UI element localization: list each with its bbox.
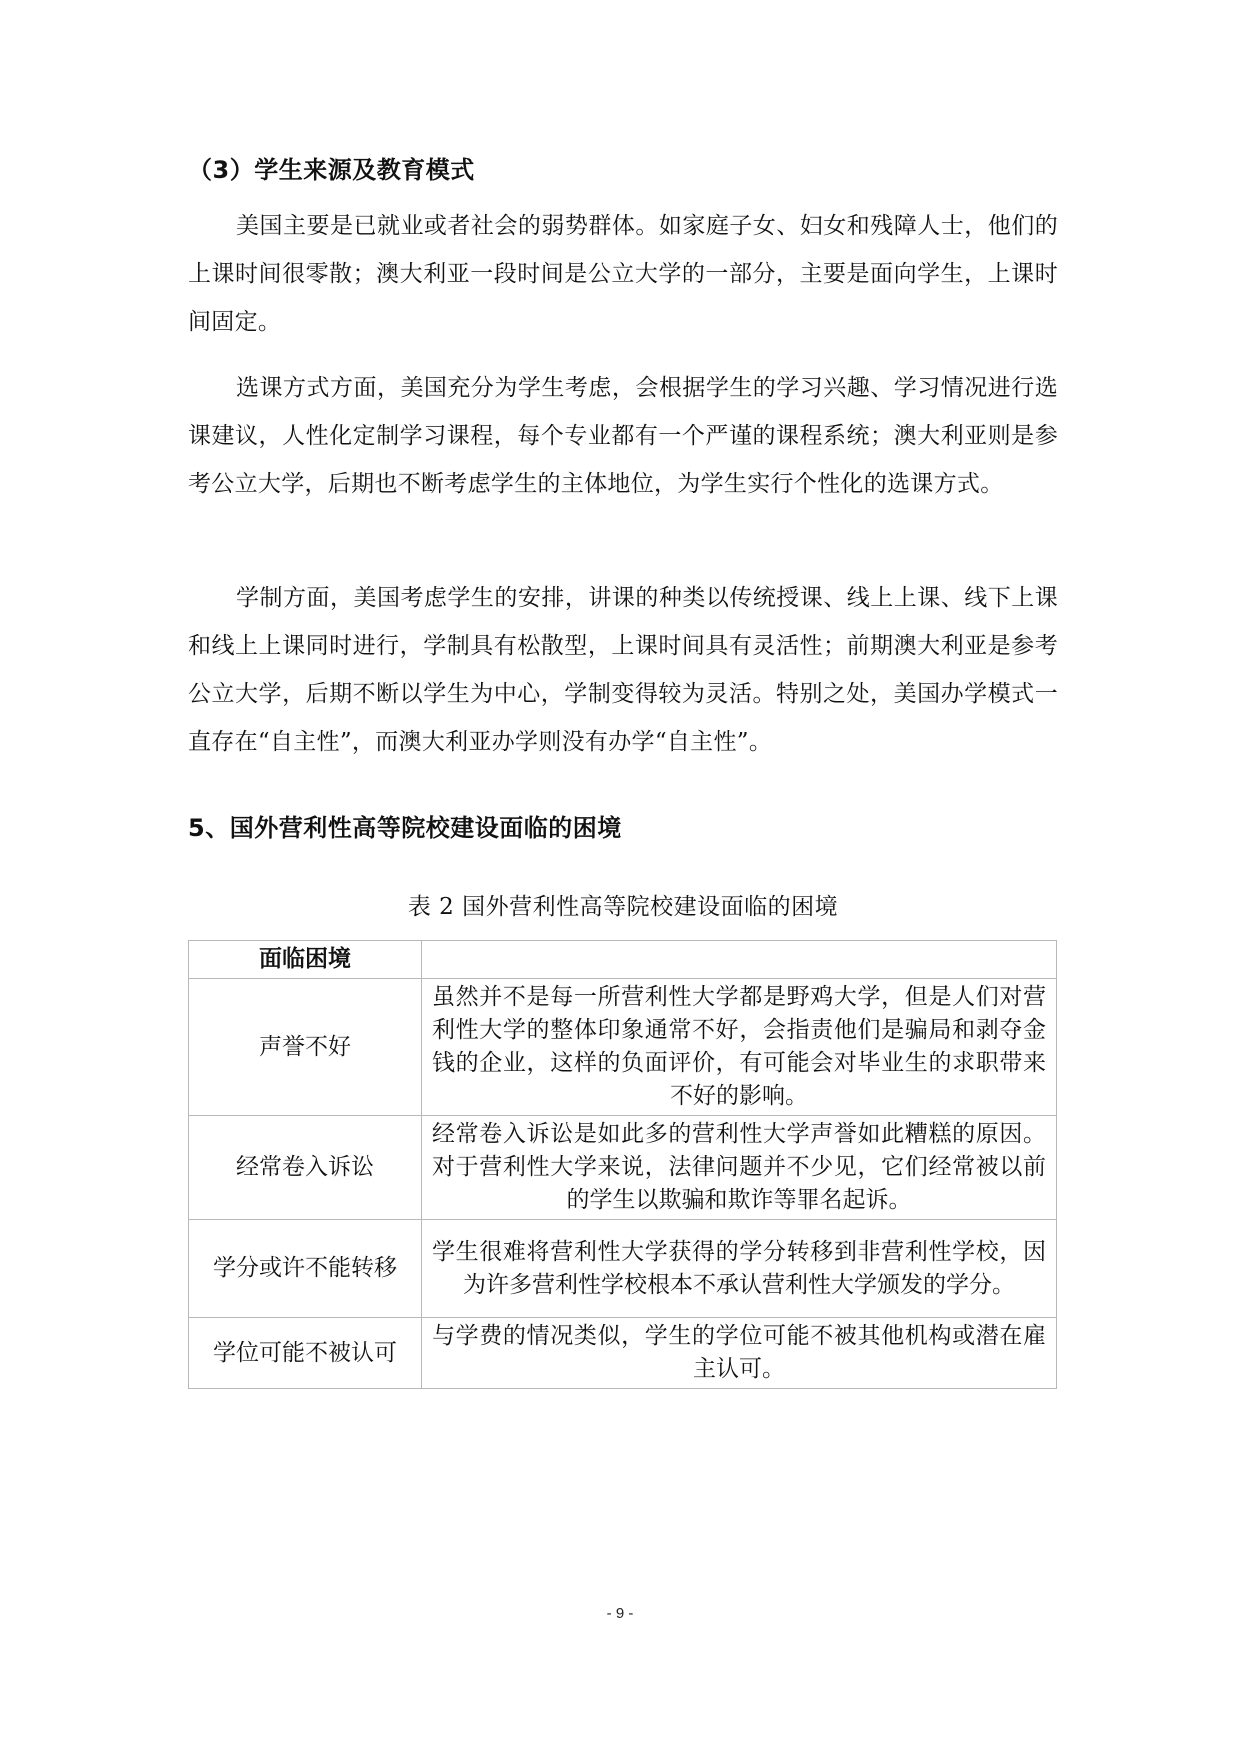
table-row (189, 1318, 1057, 1389)
table-caption: 表 2 国外营利性高等院校建设面临的困境 (407, 894, 839, 920)
section-heading-difficulties: 5、国外营利性高等院校建设面临的困境 (188, 814, 622, 842)
table-cell-description: 虽然并不是每一所营利性大学都是野鸡大学，但是人们对营利性大学的整体印象通常不好，会指责他们是骗局和剥夺金钱的企业，这样的负面评价，有可能会对毕业生的求职带来不好的影响。 (422, 979, 1057, 1116)
table-row (189, 1220, 1057, 1318)
table-cell-issue: 学分或许不能转移 (189, 1220, 422, 1318)
paragraph-course-selection: 选课方式方面，美国充分为学生考虑，会根据学生的学习兴趣、学习情况进行选课建议，人性化定制学习课程，每个专业都有一个严谨的课程系统；澳大利亚则是参考公立大学，后期也不断考虑学生的主体地位，为学生实行个性化的选课方式。 (188, 375, 1058, 497)
table-header-issue: 面临困境 (189, 941, 422, 979)
table-cell-description: 学生很难将营利性大学获得的学分转移到非营利性学校，因为许多营利性学校根本不承认营利性大学颁发的学分。 (422, 1220, 1057, 1318)
table-header-description (422, 941, 1057, 979)
table-row (189, 979, 1057, 1116)
paragraph-student-source: 美国主要是已就业或者社会的弱势群体。如家庭子女、妇女和残障人士，他们的上课时间很零散；澳大利亚一段时间是公立大学的一部分，主要是面向学生，上课时间固定。 (188, 213, 1058, 335)
section-heading-student-source: （3）学生来源及教育模式 (188, 156, 475, 184)
paragraph-academic-system: 学制方面，美国考虑学生的安排，讲课的种类以传统授课、线上上课、线下上课和线上上课同时进行，学制具有松散型，上课时间具有灵活性；前期澳大利亚是参考公立大学，后期不断以学生为中心，学制变得较为灵活。特别之处，美国办学模式一直存在“自主性”，而澳大利亚办学则没有办学“自主性”。 (188, 585, 1058, 755)
table-row (189, 1116, 1057, 1220)
table-cell-issue: 经常卷入诉讼 (189, 1116, 422, 1220)
table-cell-description: 与学费的情况类似，学生的学位可能不被其他机构或潜在雇主认可。 (422, 1318, 1057, 1389)
table-cell-issue: 学位可能不被认可 (189, 1318, 422, 1389)
page-number: - 9 - (606, 1605, 634, 1622)
difficulties-table (188, 940, 1057, 1389)
table-cell-description: 经常卷入诉讼是如此多的营利性大学声誉如此糟糕的原因。对于营利性大学来说，法律问题并不少见，它们经常被以前的学生以欺骗和欺诈等罪名起诉。 (422, 1116, 1057, 1220)
table-header-row (189, 941, 1057, 979)
table-cell-issue: 声誉不好 (189, 979, 422, 1116)
